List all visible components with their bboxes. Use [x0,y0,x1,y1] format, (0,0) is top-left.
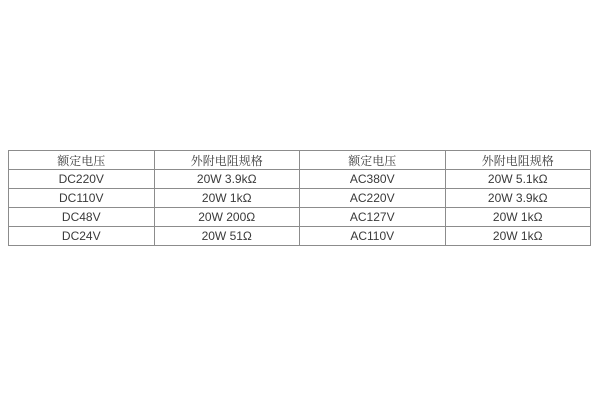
table-row [9,227,591,246]
cell-dc-resistor: 20W 1kΩ [154,189,300,208]
table-header-row [9,151,591,170]
header-external-resistor-spec-dc: 外附电阻规格 [154,151,300,170]
cell-dc-voltage: DC110V [9,189,155,208]
cell-ac-resistor: 20W 3.9kΩ [445,189,591,208]
header-external-resistor-spec-ac: 外附电阻规格 [445,151,591,170]
cell-dc-voltage: DC220V [9,170,155,189]
table-row [9,208,591,227]
cell-ac-voltage: AC127V [300,208,446,227]
table-row [9,189,591,208]
table-row [9,170,591,189]
cell-ac-voltage: AC220V [300,189,446,208]
cell-dc-voltage: DC48V [9,208,155,227]
cell-dc-resistor: 20W 51Ω [154,227,300,246]
header-rated-voltage-dc: 额定电压 [9,151,155,170]
voltage-resistor-spec-table [8,150,591,246]
cell-ac-resistor: 20W 1kΩ [445,208,591,227]
cell-ac-resistor: 20W 5.1kΩ [445,170,591,189]
cell-dc-resistor: 20W 200Ω [154,208,300,227]
cell-ac-voltage: AC380V [300,170,446,189]
cell-dc-voltage: DC24V [9,227,155,246]
header-rated-voltage-ac: 额定电压 [300,151,446,170]
cell-dc-resistor: 20W 3.9kΩ [154,170,300,189]
cell-ac-voltage: AC110V [300,227,446,246]
cell-ac-resistor: 20W 1kΩ [445,227,591,246]
